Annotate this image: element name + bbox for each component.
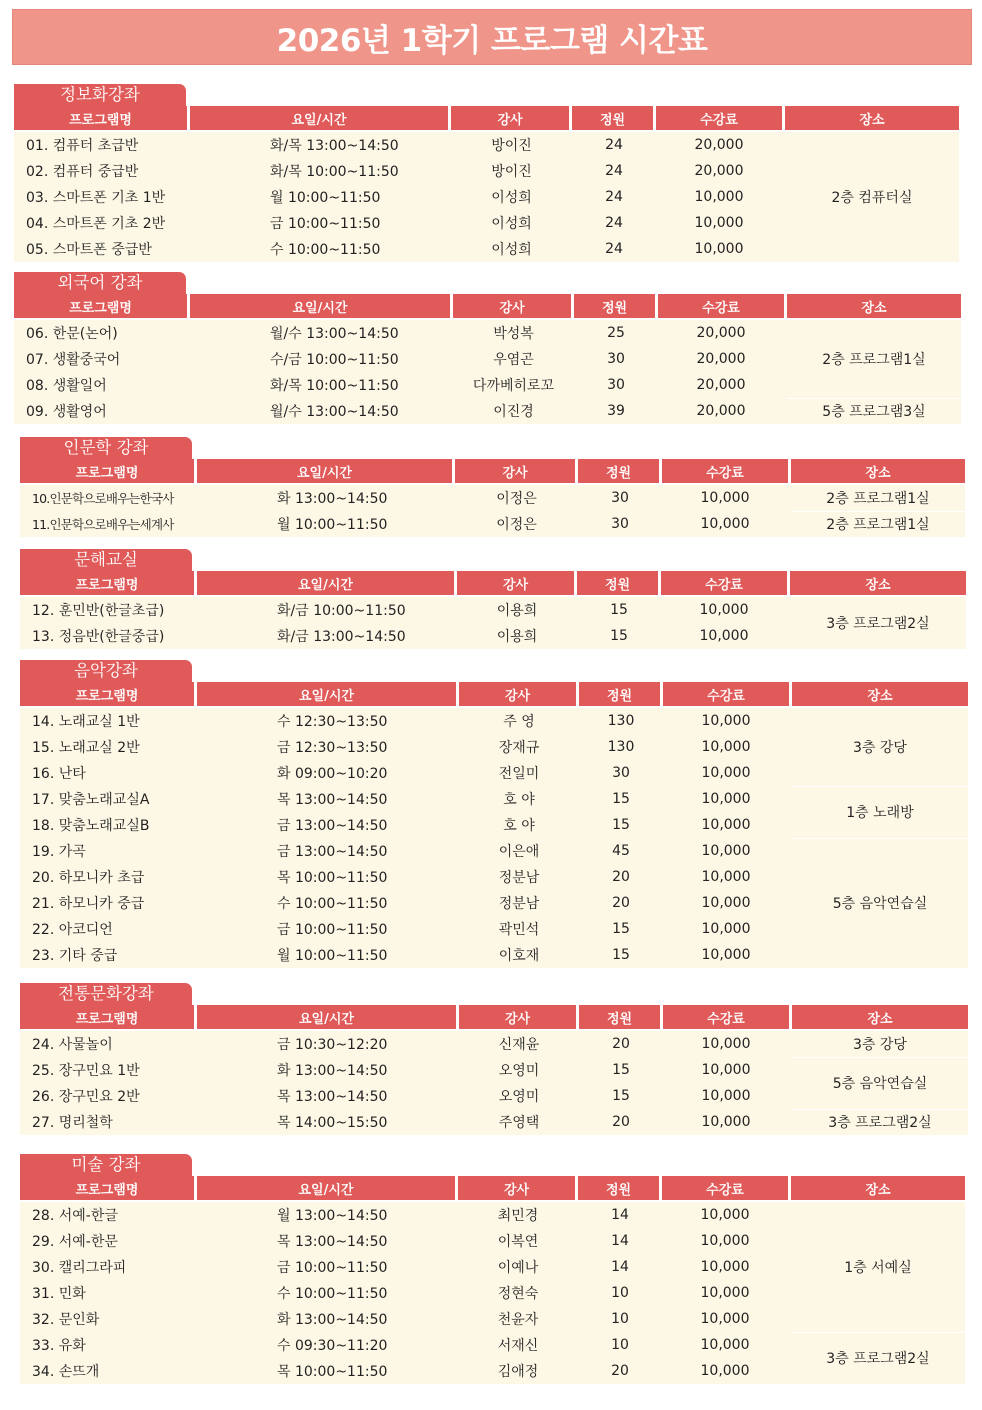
cell-capacity: 15 — [610, 628, 628, 644]
cell-teacher: 이은애 — [498, 844, 540, 860]
cell-teacher: 오영미 — [498, 1063, 540, 1079]
table-row — [20, 597, 790, 623]
cell-name: 12. 훈민반(한글초급) — [32, 603, 165, 619]
header-fee: 수강료 — [663, 682, 789, 706]
header-teacher: 강사 — [458, 1176, 575, 1200]
cell-fee: 10,000 — [699, 602, 749, 618]
cell-name: 13. 정음반(한글중급) — [32, 629, 165, 645]
cell-name: 22. 아코디언 — [32, 922, 113, 938]
cell-time: 화/금 10:00~11:50 — [277, 603, 406, 619]
place-divider — [791, 511, 965, 512]
cell-name: 09. 생활영어 — [26, 404, 107, 420]
table-header — [20, 571, 966, 595]
cell-place: 3층 프로그램2실 — [790, 597, 966, 649]
cell-capacity: 30 — [607, 351, 625, 367]
header-time: 요일/시간 — [197, 459, 452, 483]
table-row — [20, 708, 792, 734]
table-body — [20, 597, 966, 649]
cell-teacher: 이정은 — [496, 517, 537, 533]
table-row — [14, 184, 785, 210]
cell-time: 금 10:00~11:50 — [270, 216, 381, 232]
cell-name: 26. 장구민요 2반 — [32, 1089, 140, 1105]
cell-name: 17. 맞춤노래교실A — [32, 792, 150, 808]
cell-fee: 10,000 — [694, 241, 744, 257]
cell-fee: 10,000 — [699, 628, 749, 644]
cell-fee: 10,000 — [694, 189, 744, 205]
table-row — [20, 1306, 791, 1332]
cell-name: 24. 사물놀이 — [32, 1037, 113, 1053]
cell-fee: 10,000 — [700, 1285, 750, 1301]
cell-name: 18. 맞춤노래교실B — [32, 818, 150, 834]
page-title-bar — [12, 9, 972, 65]
cell-time: 월 10:00~11:50 — [270, 190, 381, 206]
header-time: 요일/시간 — [197, 1005, 456, 1029]
header-place: 장소 — [791, 1176, 965, 1200]
header-place: 장소 — [787, 294, 961, 318]
table-body — [14, 132, 959, 262]
table-row — [20, 511, 791, 537]
cell-fee: 10,000 — [700, 1207, 750, 1223]
cell-fee: 10,000 — [701, 1114, 751, 1130]
table-row — [20, 485, 791, 511]
header-capacity: 정원 — [579, 682, 660, 706]
cell-teacher: 전일미 — [498, 766, 540, 782]
table-row — [20, 890, 792, 916]
page-title: 2026년 1학기 프로그램 시간표 — [276, 22, 708, 59]
table-row — [20, 1202, 791, 1228]
cell-fee: 20,000 — [696, 403, 746, 419]
cell-capacity: 15 — [612, 947, 630, 963]
cell-place: 2층 프로그램1실 — [791, 511, 965, 537]
table-row — [20, 864, 792, 890]
section-title: 문해교실 — [20, 549, 192, 571]
table-header — [20, 682, 968, 706]
header-teacher: 강사 — [459, 1005, 576, 1029]
cell-fee: 10,000 — [701, 895, 751, 911]
cell-teacher: 천윤자 — [497, 1312, 539, 1328]
cell-teacher: 김애정 — [497, 1364, 539, 1380]
place-divider — [791, 1332, 965, 1333]
cell-place: 5층 음악연습실 — [792, 1057, 968, 1109]
cell-place: 2층 컴퓨터실 — [785, 132, 959, 262]
cell-fee: 10,000 — [701, 843, 751, 859]
cell-capacity: 45 — [612, 843, 630, 859]
cell-capacity: 30 — [607, 377, 625, 393]
table-body — [20, 1202, 965, 1384]
cell-teacher: 신재윤 — [498, 1037, 540, 1053]
section-title: 인문학 강좌 — [20, 437, 192, 459]
cell-name: 19. 가곡 — [32, 844, 86, 860]
cell-place: 3층 강당 — [792, 708, 968, 786]
cell-fee: 20,000 — [696, 351, 746, 367]
cell-time: 목 14:00~15:50 — [277, 1115, 388, 1131]
cell-name: 10.인문학으로배우는한국사 — [32, 491, 174, 506]
cell-name: 16. 난타 — [32, 766, 86, 782]
table-row — [20, 1228, 791, 1254]
section-7 — [20, 1154, 965, 1384]
cell-teacher: 이복연 — [497, 1234, 539, 1250]
header-fee: 수강료 — [656, 106, 782, 130]
place-divider — [787, 398, 961, 399]
header-capacity: 정원 — [578, 1176, 659, 1200]
header-fee: 수강료 — [658, 294, 784, 318]
section-title: 미술 강좌 — [20, 1154, 192, 1176]
cell-fee: 10,000 — [701, 765, 751, 781]
table-row — [20, 1031, 792, 1057]
cell-capacity: 10 — [611, 1285, 629, 1301]
table-row — [20, 1254, 791, 1280]
cell-teacher: 이예나 — [497, 1260, 539, 1276]
cell-teacher: 다까베히로꼬 — [472, 378, 555, 394]
cell-teacher: 장재규 — [498, 740, 540, 756]
cell-name: 03. 스마트폰 기초 1반 — [26, 190, 166, 206]
cell-time: 화 09:00~10:20 — [277, 766, 388, 782]
cell-teacher: 최민경 — [497, 1208, 539, 1224]
cell-name: 27. 명리철학 — [32, 1115, 113, 1131]
header-time: 요일/시간 — [190, 106, 448, 130]
cell-teacher: 이성희 — [491, 190, 532, 206]
cell-time: 화/목 10:00~11:50 — [270, 378, 399, 394]
table-row — [20, 942, 792, 968]
cell-fee: 10,000 — [701, 1062, 751, 1078]
cell-place: 1층 노래방 — [792, 786, 968, 838]
cell-time: 수/금 10:00~11:50 — [270, 352, 399, 368]
cell-capacity: 130 — [607, 713, 635, 729]
section-title: 정보화강좌 — [14, 84, 186, 106]
cell-fee: 10,000 — [701, 739, 751, 755]
cell-capacity: 130 — [607, 739, 635, 755]
cell-place: 3층 강당 — [792, 1031, 968, 1057]
table-row — [14, 132, 785, 158]
cell-time: 월 13:00~14:50 — [277, 1208, 388, 1224]
cell-time: 목 13:00~14:50 — [277, 792, 388, 808]
cell-name: 01. 컴퓨터 초급반 — [26, 138, 139, 154]
cell-capacity: 10 — [611, 1311, 629, 1327]
section-2 — [14, 272, 961, 424]
cell-capacity: 14 — [611, 1233, 629, 1249]
cell-capacity: 14 — [611, 1207, 629, 1223]
section-6 — [20, 983, 968, 1135]
cell-name: 33. 유화 — [32, 1338, 86, 1354]
cell-time: 금 12:30~13:50 — [277, 740, 388, 756]
cell-capacity: 10 — [611, 1337, 629, 1353]
cell-teacher: 오영미 — [498, 1089, 540, 1105]
cell-teacher: 주영택 — [498, 1115, 540, 1131]
header-place: 장소 — [790, 571, 966, 595]
cell-fee: 10,000 — [700, 1233, 750, 1249]
table-body — [20, 485, 965, 537]
cell-capacity: 15 — [612, 817, 630, 833]
cell-name: 06. 한문(논어) — [26, 326, 118, 342]
cell-fee: 10,000 — [700, 490, 750, 506]
cell-time: 목 10:00~11:50 — [277, 870, 388, 886]
table-row — [20, 812, 792, 838]
cell-fee: 10,000 — [694, 215, 744, 231]
cell-fee: 10,000 — [701, 947, 751, 963]
cell-capacity: 25 — [607, 325, 625, 341]
cell-fee: 20,000 — [696, 325, 746, 341]
cell-name: 02. 컴퓨터 중급반 — [26, 164, 139, 180]
cell-name: 14. 노래교실 1반 — [32, 714, 140, 730]
table-row — [20, 786, 792, 812]
cell-place: 3층 프로그램2실 — [792, 1109, 968, 1135]
cell-name: 29. 서예-한문 — [32, 1234, 118, 1250]
cell-teacher: 이정은 — [496, 491, 537, 507]
cell-teacher: 박성복 — [493, 326, 534, 342]
header-name: 프로그램명 — [14, 106, 187, 130]
cell-teacher: 호 야 — [503, 818, 535, 834]
cell-name: 20. 하모니카 초급 — [32, 870, 145, 886]
header-time: 요일/시간 — [197, 682, 456, 706]
cell-place: 2층 프로그램1실 — [791, 485, 965, 511]
cell-time: 목 13:00~14:50 — [277, 1234, 388, 1250]
table-row — [20, 838, 792, 864]
table-row — [20, 1358, 791, 1384]
section-title: 음악강좌 — [20, 660, 192, 682]
cell-teacher: 이용희 — [496, 629, 538, 645]
cell-capacity: 15 — [612, 1062, 630, 1078]
cell-capacity: 15 — [612, 921, 630, 937]
cell-time: 금 13:00~14:50 — [277, 818, 388, 834]
cell-name: 04. 스마트폰 기초 2반 — [26, 216, 166, 232]
table-header — [14, 106, 959, 130]
header-time: 요일/시간 — [190, 294, 450, 318]
cell-time: 화/목 10:00~11:50 — [270, 164, 399, 180]
table-row — [14, 320, 787, 346]
header-place: 장소 — [792, 1005, 968, 1029]
header-name: 프로그램명 — [20, 1176, 194, 1200]
cell-time: 금 10:00~11:50 — [277, 1260, 388, 1276]
cell-fee: 10,000 — [701, 713, 751, 729]
cell-capacity: 20 — [612, 869, 630, 885]
cell-fee: 10,000 — [701, 921, 751, 937]
cell-time: 목 10:00~11:50 — [277, 1364, 388, 1380]
table-row — [20, 1332, 791, 1358]
header-teacher: 강사 — [457, 571, 574, 595]
cell-capacity: 15 — [610, 602, 628, 618]
header-time: 요일/시간 — [197, 1176, 455, 1200]
cell-time: 월/수 13:00~14:50 — [270, 404, 399, 420]
table-row — [20, 1057, 792, 1083]
header-fee: 수강료 — [662, 1176, 788, 1200]
section-title: 전통문화강좌 — [20, 983, 192, 1005]
cell-teacher: 호 야 — [503, 792, 535, 808]
cell-teacher: 정분남 — [498, 870, 540, 886]
cell-name: 32. 문인화 — [32, 1312, 100, 1328]
cell-time: 수 12:30~13:50 — [277, 714, 388, 730]
header-teacher: 강사 — [459, 682, 576, 706]
cell-fee: 10,000 — [701, 817, 751, 833]
table-body — [20, 1031, 968, 1135]
cell-capacity: 24 — [605, 137, 623, 153]
cell-fee: 10,000 — [701, 1088, 751, 1104]
place-divider — [792, 1057, 968, 1058]
table-row — [14, 398, 787, 424]
header-capacity: 정원 — [579, 1005, 660, 1029]
cell-teacher: 곽민석 — [498, 922, 540, 938]
cell-fee: 10,000 — [701, 1036, 751, 1052]
table-row — [20, 623, 790, 649]
place-divider — [792, 786, 968, 787]
cell-name: 15. 노래교실 2반 — [32, 740, 140, 756]
table-row — [14, 210, 785, 236]
cell-fee: 20,000 — [696, 377, 746, 393]
cell-time: 수 09:30~11:20 — [277, 1338, 388, 1354]
cell-teacher: 서재신 — [497, 1338, 539, 1354]
cell-fee: 10,000 — [701, 869, 751, 885]
cell-name: 31. 민화 — [32, 1286, 86, 1302]
header-capacity: 정원 — [578, 459, 659, 483]
cell-time: 화/목 13:00~14:50 — [270, 138, 399, 154]
cell-teacher: 주 영 — [503, 714, 535, 730]
header-name: 프로그램명 — [14, 294, 187, 318]
header-name: 프로그램명 — [20, 459, 194, 483]
header-fee: 수강료 — [663, 1005, 789, 1029]
header-capacity: 정원 — [572, 106, 653, 130]
table-row — [14, 236, 785, 262]
header-fee: 수강료 — [662, 459, 788, 483]
cell-capacity: 20 — [612, 895, 630, 911]
cell-time: 수 10:00~11:50 — [277, 1286, 388, 1302]
cell-fee: 10,000 — [700, 1311, 750, 1327]
header-name: 프로그램명 — [20, 1005, 194, 1029]
cell-place: 5층 프로그램3실 — [787, 398, 961, 424]
cell-time: 월 10:00~11:50 — [277, 517, 388, 533]
header-place: 장소 — [792, 682, 968, 706]
cell-name: 05. 스마트폰 중급반 — [26, 242, 152, 258]
place-divider — [792, 838, 968, 839]
cell-time: 월/수 13:00~14:50 — [270, 326, 399, 342]
header-capacity: 정원 — [577, 571, 658, 595]
cell-name: 28. 서예-한글 — [32, 1208, 118, 1224]
table-header — [14, 294, 961, 318]
cell-time: 금 10:30~12:20 — [277, 1037, 388, 1053]
cell-capacity: 30 — [612, 765, 630, 781]
cell-name: 23. 기타 중급 — [32, 948, 118, 964]
cell-time: 금 10:00~11:50 — [277, 922, 388, 938]
section-3 — [20, 437, 965, 537]
table-row — [14, 372, 787, 398]
cell-time: 수 10:00~11:50 — [277, 896, 388, 912]
cell-teacher: 이용희 — [496, 603, 538, 619]
cell-place: 5층 음악연습실 — [792, 838, 968, 968]
cell-capacity: 24 — [605, 189, 623, 205]
table-row — [14, 346, 787, 372]
place-divider — [792, 1109, 968, 1110]
cell-time: 목 13:00~14:50 — [277, 1089, 388, 1105]
cell-teacher: 이호재 — [498, 948, 540, 964]
cell-place: 1층 서예실 — [791, 1202, 965, 1332]
cell-fee: 20,000 — [694, 137, 744, 153]
cell-time: 화 13:00~14:50 — [277, 491, 388, 507]
cell-teacher: 이성희 — [491, 216, 532, 232]
header-place: 장소 — [785, 106, 959, 130]
cell-capacity: 30 — [611, 516, 629, 532]
table-row — [20, 1083, 792, 1109]
header-place: 장소 — [791, 459, 965, 483]
cell-place: 2층 프로그램1실 — [787, 320, 961, 398]
cell-time: 금 13:00~14:50 — [277, 844, 388, 860]
cell-place: 3층 프로그램2실 — [791, 1332, 965, 1384]
section-1 — [14, 84, 959, 262]
cell-capacity: 15 — [612, 1088, 630, 1104]
table-header — [20, 1005, 968, 1029]
cell-time: 화 13:00~14:50 — [277, 1312, 388, 1328]
header-teacher: 강사 — [453, 294, 571, 318]
cell-capacity: 24 — [605, 215, 623, 231]
header-capacity: 정원 — [574, 294, 655, 318]
cell-fee: 20,000 — [694, 163, 744, 179]
section-4 — [20, 549, 966, 649]
cell-teacher: 이진경 — [493, 404, 534, 420]
table-row — [14, 158, 785, 184]
table-body — [20, 708, 968, 968]
cell-capacity: 24 — [605, 241, 623, 257]
header-time: 요일/시간 — [197, 571, 454, 595]
cell-name: 07. 생활중국어 — [26, 352, 121, 368]
header-teacher: 강사 — [451, 106, 569, 130]
cell-capacity: 20 — [612, 1114, 630, 1130]
cell-name: 25. 장구민요 1반 — [32, 1063, 140, 1079]
cell-fee: 10,000 — [700, 516, 750, 532]
table-header — [20, 459, 965, 483]
cell-name: 11.인문학으로배우는세계사 — [32, 517, 174, 532]
cell-fee: 10,000 — [700, 1337, 750, 1353]
cell-time: 화/금 13:00~14:50 — [277, 629, 406, 645]
cell-capacity: 20 — [612, 1036, 630, 1052]
cell-teacher: 정분남 — [498, 896, 540, 912]
cell-name: 34. 손뜨개 — [32, 1364, 100, 1380]
cell-fee: 10,000 — [700, 1363, 750, 1379]
cell-time: 월 10:00~11:50 — [277, 948, 388, 964]
cell-capacity: 14 — [611, 1259, 629, 1275]
header-fee: 수강료 — [661, 571, 787, 595]
cell-teacher: 방이진 — [491, 138, 532, 154]
table-row — [20, 734, 792, 760]
table-header — [20, 1176, 965, 1200]
table-row — [20, 916, 792, 942]
cell-teacher: 우염곤 — [493, 352, 534, 368]
table-row — [20, 1109, 792, 1135]
cell-capacity: 24 — [605, 163, 623, 179]
table-row — [20, 1280, 791, 1306]
table-body — [14, 320, 961, 424]
cell-capacity: 30 — [611, 490, 629, 506]
cell-teacher: 방이진 — [491, 164, 532, 180]
cell-time: 화 13:00~14:50 — [277, 1063, 388, 1079]
cell-fee: 10,000 — [700, 1259, 750, 1275]
cell-time: 수 10:00~11:50 — [270, 242, 381, 258]
cell-teacher: 정현숙 — [497, 1286, 539, 1302]
table-row — [20, 760, 792, 786]
section-5 — [20, 660, 968, 968]
cell-capacity: 15 — [612, 791, 630, 807]
cell-name: 30. 캘리그라피 — [32, 1260, 127, 1276]
cell-capacity: 20 — [611, 1363, 629, 1379]
cell-teacher: 이성희 — [491, 242, 532, 258]
cell-name: 08. 생활일어 — [26, 378, 107, 394]
cell-name: 21. 하모니카 중급 — [32, 896, 145, 912]
section-title: 외국어 강좌 — [14, 272, 186, 294]
header-name: 프로그램명 — [20, 682, 194, 706]
cell-fee: 10,000 — [701, 791, 751, 807]
header-name: 프로그램명 — [20, 571, 194, 595]
cell-capacity: 39 — [607, 403, 625, 419]
header-teacher: 강사 — [455, 459, 575, 483]
